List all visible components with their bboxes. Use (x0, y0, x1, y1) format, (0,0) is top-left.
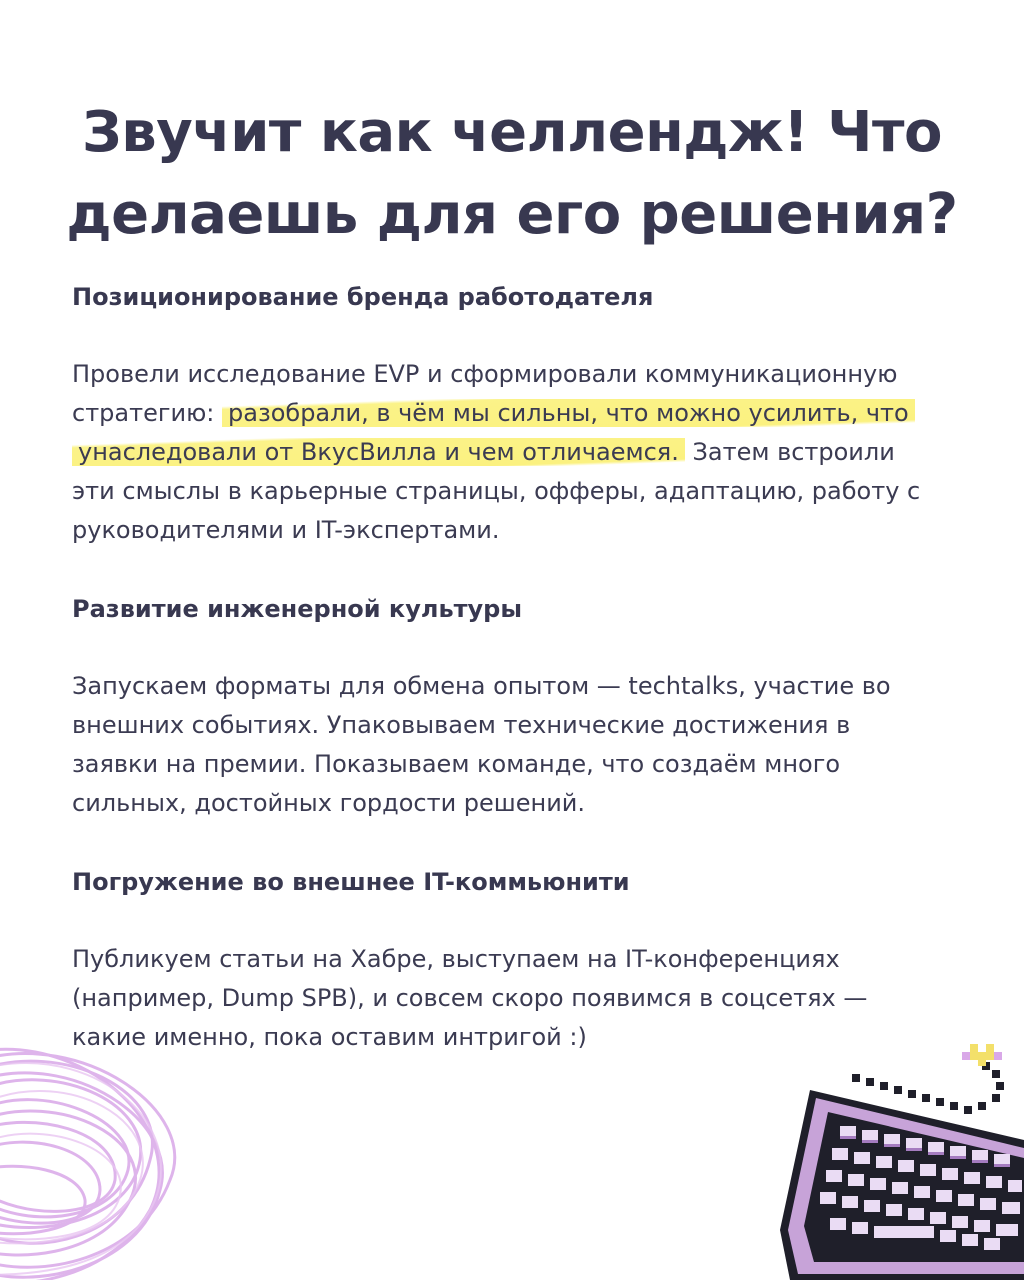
pixel-keyboard-illustration (770, 1030, 1024, 1280)
section-heading: Погружение во внешнее IT-коммьюнити (72, 868, 630, 896)
section-it-community (72, 863, 932, 1057)
section-employer-brand (72, 278, 932, 550)
section-paragraph: Запускаем форматы для обмена опытом — techtalks, участие во внешних событиях. Упаковываем технические достижения в заявки на премии. Показываем команде, что создаём много сильных, достойных гордости решений. (72, 672, 891, 817)
paragraph-text: Затем встроили эти смыслы в карьерные страницы, офферы, адаптацию, работу с руководителями и IT-экспертами. (72, 438, 921, 544)
content-body (72, 278, 932, 1057)
paragraph-text: Провели исследование EVP и сформировали коммуникационную стратегию: (72, 360, 898, 427)
section-paragraph: Публикуем статьи на Хабре, выступаем на IT-конференциях (например, Dump SPB), и совсем скоро появимся в соцсетях — какие именно, пока оставим интригой :) (72, 945, 868, 1051)
purple-scribble-decoration (0, 1030, 200, 1280)
highlighted-text: разобрали, в чём мы сильны, что можно усилить, что унаследовали от ВкусВилла и чем отличаемся. (72, 399, 915, 466)
section-heading: Развитие инженерной культуры (72, 595, 523, 623)
section-engineering-culture (72, 590, 932, 823)
section-paragraph (72, 355, 932, 550)
section-heading: Позиционирование бренда работодателя (72, 283, 654, 311)
page-title: Звучит как челлендж! Что делаешь для его решения? (66, 100, 958, 247)
